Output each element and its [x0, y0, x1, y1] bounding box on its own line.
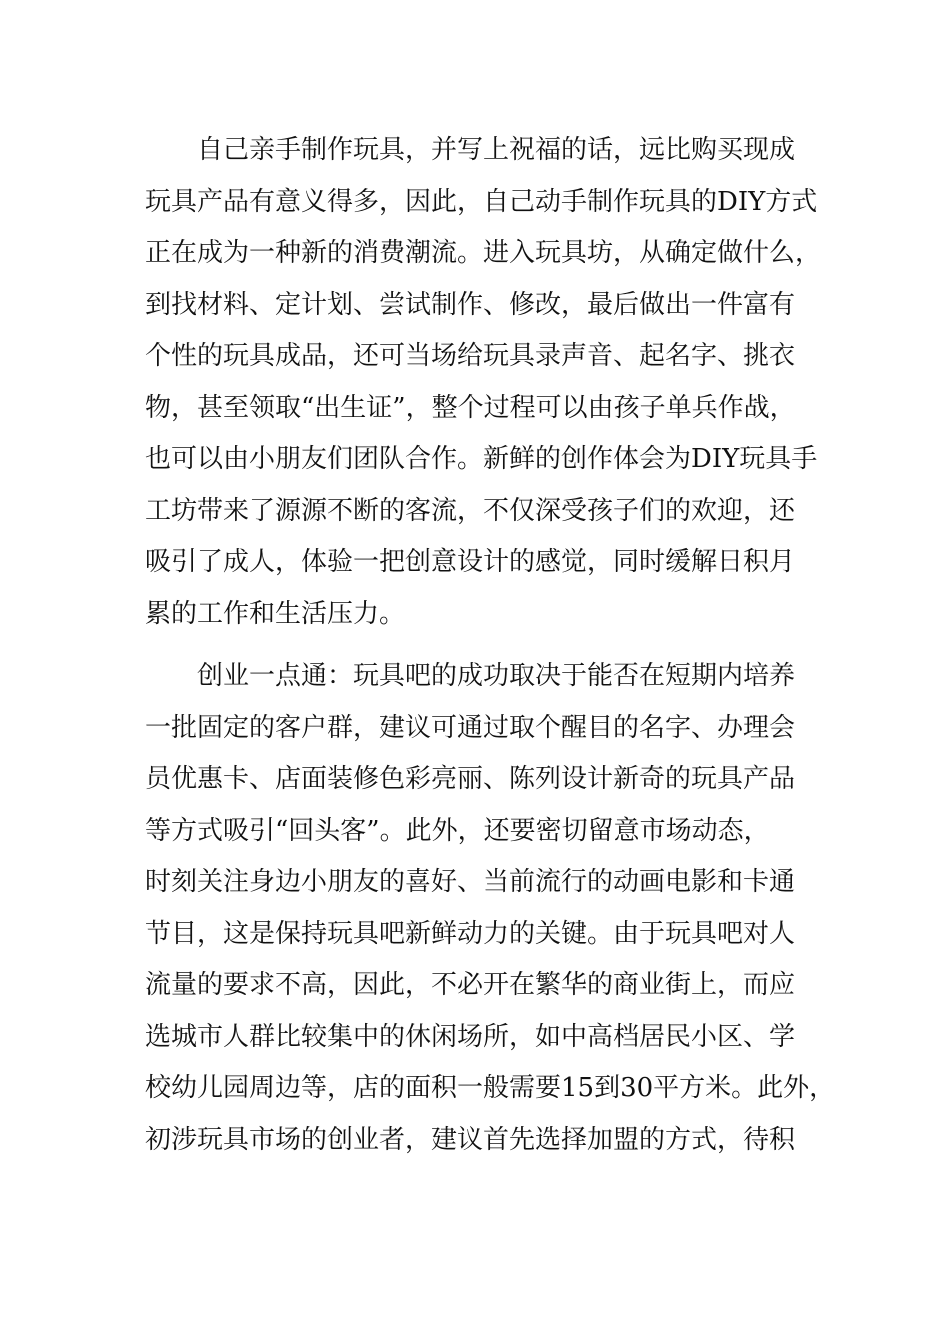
text-line: 到找材料、定计划、尝试制作、修改，最后做出一件富有 — [145, 289, 796, 320]
body-text — [145, 130, 835, 1171]
text-line: 物，甚至领取“出生证”，整个过程可以由孩子单兵作战， — [145, 392, 796, 423]
text-line: 节目，这是保持玩具吧新鲜动力的关键。由于玩具吧对人 — [145, 918, 796, 949]
text-line: 员优惠卡、店面装修色彩亮丽、陈列设计新奇的玩具产品 — [145, 764, 796, 794]
text-line: 创业一点通：玩具吧的成功取决于能否在短期内培养 — [197, 661, 796, 691]
text-line: 一批固定的客户群，建议可通过取个醒目的名字、办理会 — [145, 712, 796, 743]
text-line: 自己亲手制作玩具，并写上祝福的话，远比购买现成 — [197, 135, 796, 165]
text-line: 初涉玩具市场的创业者，建议首先选择加盟的方式，待积 — [145, 1124, 796, 1155]
paragraph-1 — [145, 130, 835, 645]
text-line: 等方式吸引“回头客”。此外，还要密切留意市场动态， — [145, 815, 770, 846]
text-line: 选城市人群比较集中的休闲场所，如中高档居民小区、学 — [145, 1021, 796, 1052]
text-line: 流量的要求不高，因此，不必开在繁华的商业街上，而应 — [145, 970, 796, 1000]
text-line: 也可以由小朋友们团队合作。新鲜的创作体会为DIY玩具手 — [145, 444, 818, 474]
text-line: 累的工作和生活压力。 — [145, 598, 406, 629]
text-line: 正在成为一种新的消费潮流。进入玩具坊，从确定做什么， — [145, 238, 822, 268]
text-line: 校幼儿园周边等，店的面积一般需要15到30平方米。此外， — [145, 1073, 836, 1103]
text-line: 玩具产品有意义得多，因此，自己动手制作玩具的DIY方式 — [145, 186, 818, 217]
text-line: 工坊带来了源源不断的客流，不仅深受孩子们的欢迎，还 — [145, 495, 796, 526]
paragraph-2 — [145, 656, 835, 1171]
text-line: 个性的玩具成品，还可当场给玩具录声音、起名字、挑衣 — [145, 341, 796, 371]
text-line: 时刻关注身边小朋友的喜好、当前流行的动画电影和卡通 — [145, 867, 796, 897]
text-line: 吸引了成人，体验一把创意设计的感觉，同时缓解日积月 — [145, 547, 796, 577]
